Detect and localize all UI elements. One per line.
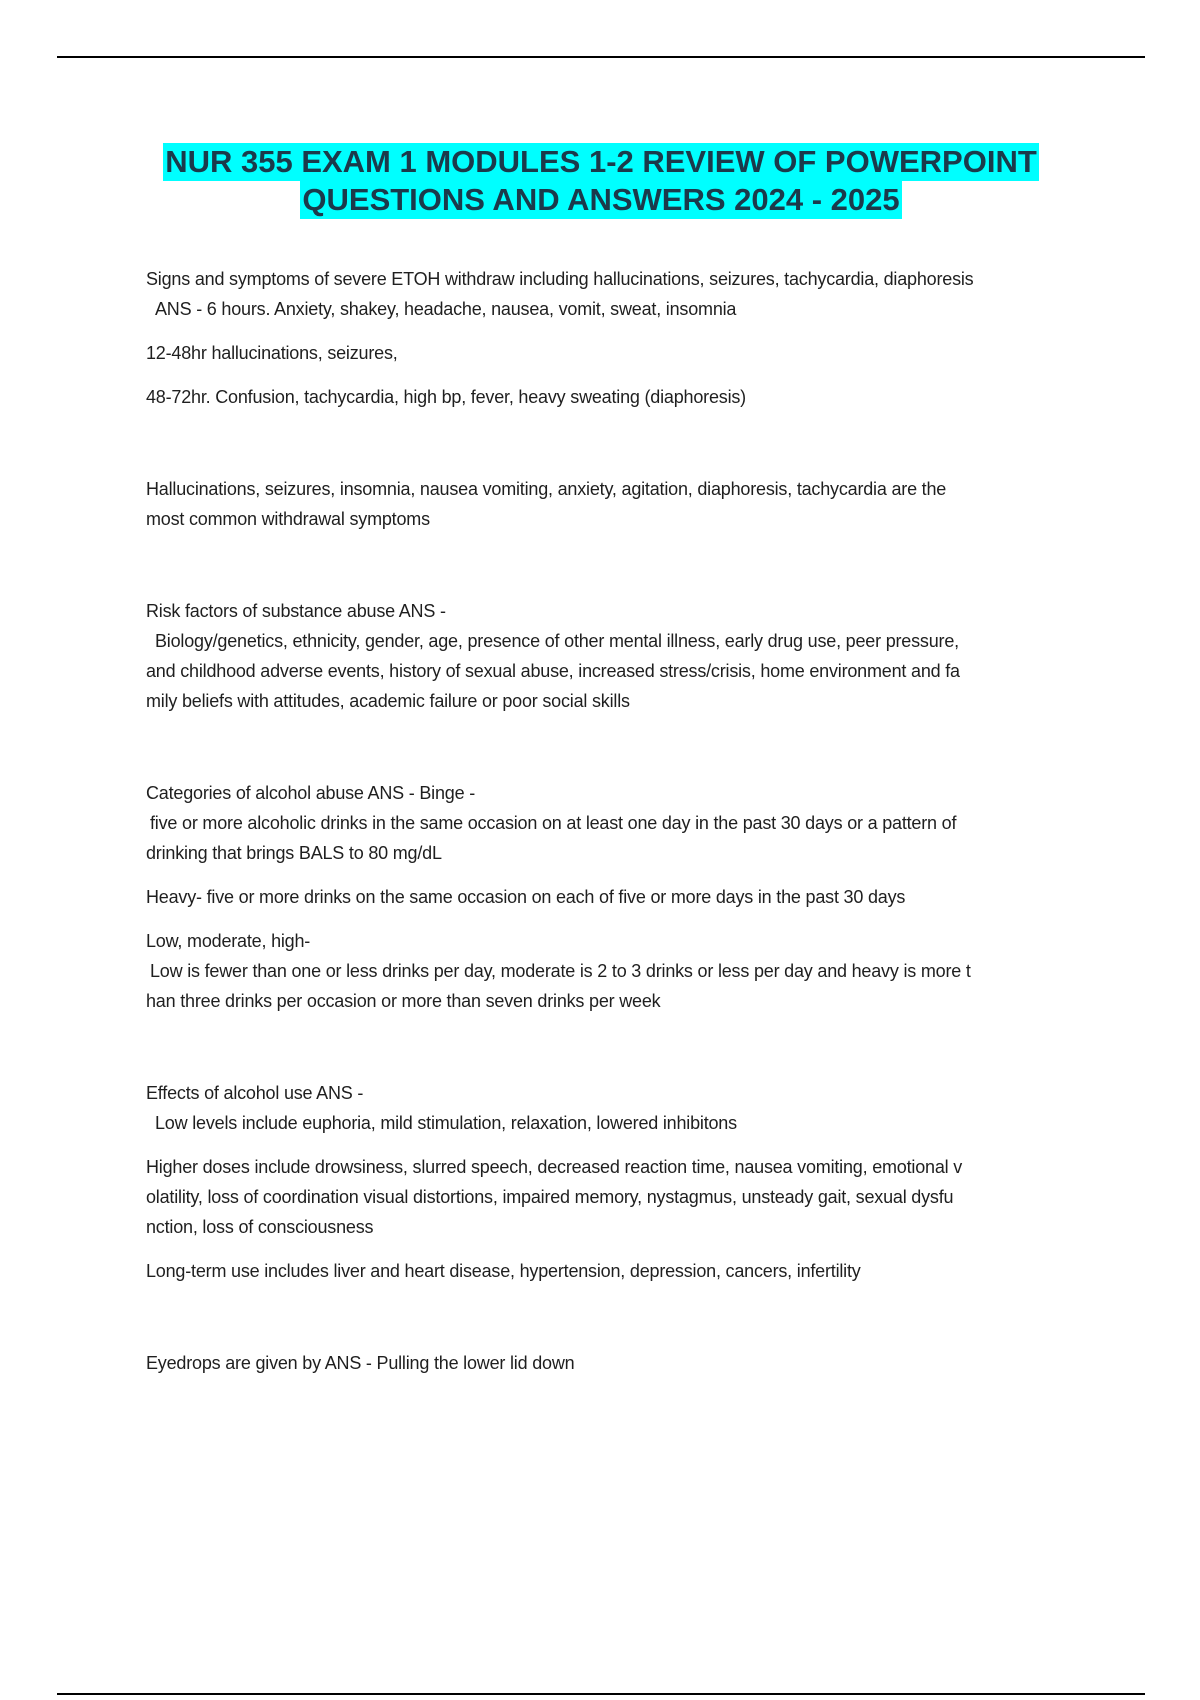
question-eyedrops: Eyedrops are given by ANS - Pulling the lower lid down: [146, 1353, 575, 1373]
document-body: [146, 264, 1096, 1378]
answer-line: Low levels include euphoria, mild stimulation, relaxation, lowered inhibitons: [155, 1113, 737, 1133]
title-line-2: QUESTIONS AND ANSWERS 2024 - 2025: [302, 182, 900, 217]
answer-line: Higher doses include drowsiness, slurred speech, decreased reaction time, nausea vomiting, emotional v: [146, 1157, 963, 1177]
answer-line: Low is fewer than one or less drinks per day, moderate is 2 to 3 drinks or less per day and heavy is more t: [150, 961, 971, 981]
answer-line: Low, moderate, high-: [146, 931, 311, 951]
question-etoh-withdrawal: Signs and symptoms of severe ETOH withdraw including hallucinations, seizures, tachycardia, diaphoresis: [146, 269, 974, 289]
answer-line: drinking that brings BALS to 80 mg/dL: [146, 843, 442, 863]
answer-line: ANS - 6 hours. Anxiety, shakey, headache, nausea, vomit, sweat, insomnia: [155, 299, 737, 319]
answer-line: five or more alcoholic drinks in the same occasion on at least one day in the past 30 days or a pattern of: [150, 813, 957, 833]
answer-line: han three drinks per occasion or more than seven drinks per week: [146, 991, 661, 1011]
answer-line: Heavy- five or more drinks on the same occasion on each of five or more days in the past 30 days: [146, 887, 906, 907]
question-risk-factors: Risk factors of substance abuse ANS -: [146, 601, 446, 621]
top-rule: [57, 56, 1145, 58]
bottom-rule: [57, 1693, 1145, 1695]
answer-line: most common withdrawal symptoms: [146, 509, 430, 529]
document-title: [57, 143, 1145, 219]
question-alcohol-effects: Effects of alcohol use ANS -: [146, 1083, 364, 1103]
answer-line: Biology/genetics, ethnicity, gender, age, presence of other mental illness, early drug use, peer pressure,: [155, 631, 959, 651]
answer-line: mily beliefs with attitudes, academic failure or poor social skills: [146, 691, 630, 711]
answer-line: and childhood adverse events, history of sexual abuse, increased stress/crisis, home environment and fa: [146, 661, 960, 681]
answer-line: Long-term use includes liver and heart disease, hypertension, depression, cancers, infertility: [146, 1261, 861, 1281]
answer-line: 12-48hr hallucinations, seizures,: [146, 343, 398, 363]
title-line-1: NUR 355 EXAM 1 MODULES 1-2 REVIEW OF POWERPOINT: [165, 144, 1037, 179]
answer-line: nction, loss of consciousness: [146, 1217, 374, 1237]
answer-line: Hallucinations, seizures, insomnia, nausea vomiting, anxiety, agitation, diaphoresis, tachycardia are the: [146, 479, 947, 499]
question-alcohol-categories: Categories of alcohol abuse ANS - Binge -: [146, 783, 475, 803]
answer-line: 48-72hr. Confusion, tachycardia, high bp, fever, heavy sweating (diaphoresis): [146, 387, 746, 407]
answer-line: olatility, loss of coordination visual distortions, impaired memory, nystagmus, unsteady gait, sexual dysfu: [146, 1187, 954, 1207]
